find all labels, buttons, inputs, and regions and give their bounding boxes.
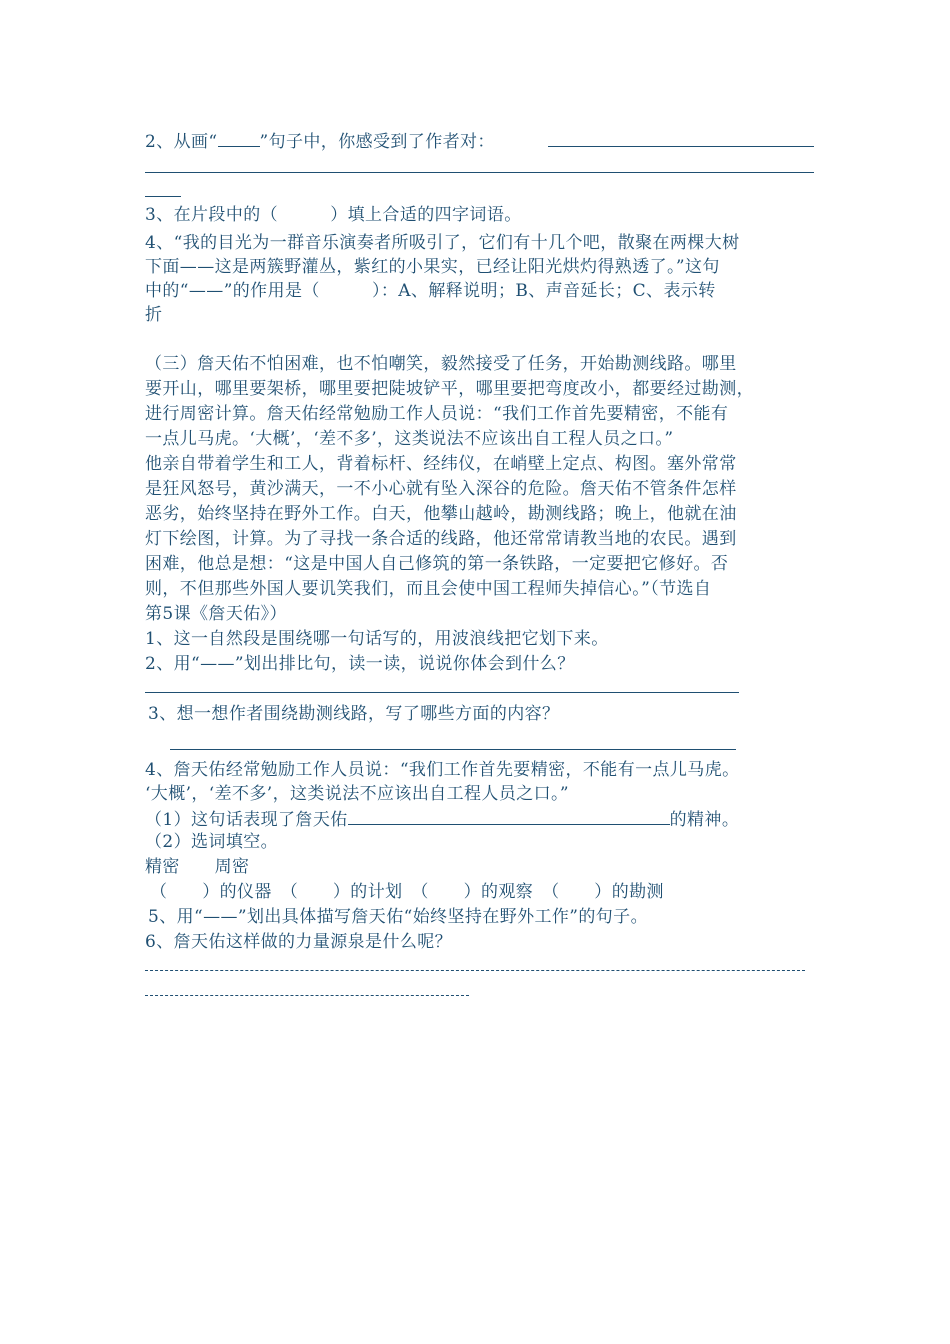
passage-line: 困难，他总是想：“这是中国人自己修筑的第一条铁路，一定要把它修好。否 (145, 554, 729, 574)
answer-line[interactable] (145, 970, 805, 971)
passage-question-3: 3、想一想作者围绕勘测线路，写了哪些方面的内容？ (148, 704, 560, 724)
sub-question-2: （2）选词填空。 (145, 832, 279, 852)
passage-question-4-line: ‘大概’，‘差不多’，这类说法不应该出自工程人员之口。” (145, 784, 570, 804)
passage-question-1: 1、这一自然段是围绕哪一句话写的，用波浪线把它划下来。 (145, 629, 609, 649)
question-4-line: 下面——这是两簇野灌丛，紫红的小果实，已经让阳光烘灼得熟透了。”这句 (145, 257, 720, 277)
passage-line: （三）詹天佑不怕困难，也不怕嘲笑，毅然接受了任务，开始勘测线路。哪里 (145, 354, 737, 374)
answer-line[interactable] (170, 749, 736, 750)
answer-blank[interactable] (348, 806, 670, 825)
passage-line: 要开山，哪里要架桥，哪里要把陡坡铲平，哪里要把弯度改小，都要经过勘测， (145, 379, 754, 399)
passage-line: 则，不但那些外国人要讥笑我们，而且会使中国工程师失掉信心。”（节选自 (145, 579, 712, 599)
passage-question-2: 2、用“——”划出排比句，读一读，说说你体会到什么？ (145, 654, 575, 674)
answer-line[interactable] (145, 692, 739, 693)
question-4-line: 中的“——”的作用是（ ）：A、解释说明；B、声音延长；C、表示转 (145, 281, 716, 301)
fill-blanks: （ ）的仪器 （ ）的计划 （ ）的观察 （ ）的勘测 (150, 882, 664, 902)
passage-question-5: 5、用“——”划出具体描写詹天佑“始终坚持在野外工作”的句子。 (148, 907, 648, 927)
answer-blank[interactable] (218, 128, 260, 147)
answer-line[interactable] (145, 995, 469, 996)
question-3: 3、在片段中的（ ）填上合适的四字词语。 (145, 205, 522, 225)
question-2: 2、从画“ ”句子中，你感受到了作者对： (145, 128, 495, 154)
question-4-line: 4、“我的目光为一群音乐演奏者所吸引了，它们有十几个吧，散聚在两棵大树 (145, 233, 740, 253)
passage-question-6: 6、詹天佑这样做的力量源泉是什么呢？ (145, 932, 453, 952)
question-4-line: 折 (145, 305, 163, 325)
word-choices: 精密 周密 (145, 857, 250, 877)
passage-line: 恶劣，始终坚持在野外工作。白天，他攀山越岭，勘测线路；晚上，他就在油 (145, 504, 737, 524)
answer-line[interactable] (145, 172, 814, 173)
passage-line: 第5课《詹天佑》） (145, 604, 287, 624)
passage-line: 一点儿马虎。‘大概’，‘差不多’，这类说法不应该出自工程人员之口。” (145, 429, 674, 449)
passage-line: 进行周密计算。詹天佑经常勉励工作人员说：“我们工作首先要精密，不能有 (145, 404, 729, 424)
answer-line[interactable] (145, 196, 181, 197)
passage-line: 灯下绘图，计算。为了寻找一条合适的线路，他还常常请教当地的农民。遇到 (145, 529, 737, 549)
passage-question-4-line: 4、詹天佑经常勉励工作人员说：“我们工作首先要精密，不能有一点儿马虎。 (145, 760, 740, 780)
passage-line: 是狂风怒号，黄沙满天，一不小心就有坠入深谷的危险。詹天佑不管条件怎样 (145, 479, 737, 499)
passage-line: 他亲自带着学生和工人，背着标杆、经纬仪，在峭壁上定点、构图。塞外常常 (145, 454, 737, 474)
answer-line[interactable] (548, 146, 814, 147)
sub-question-1: （1）这句话表现了詹天佑 的精神。 (145, 806, 739, 832)
